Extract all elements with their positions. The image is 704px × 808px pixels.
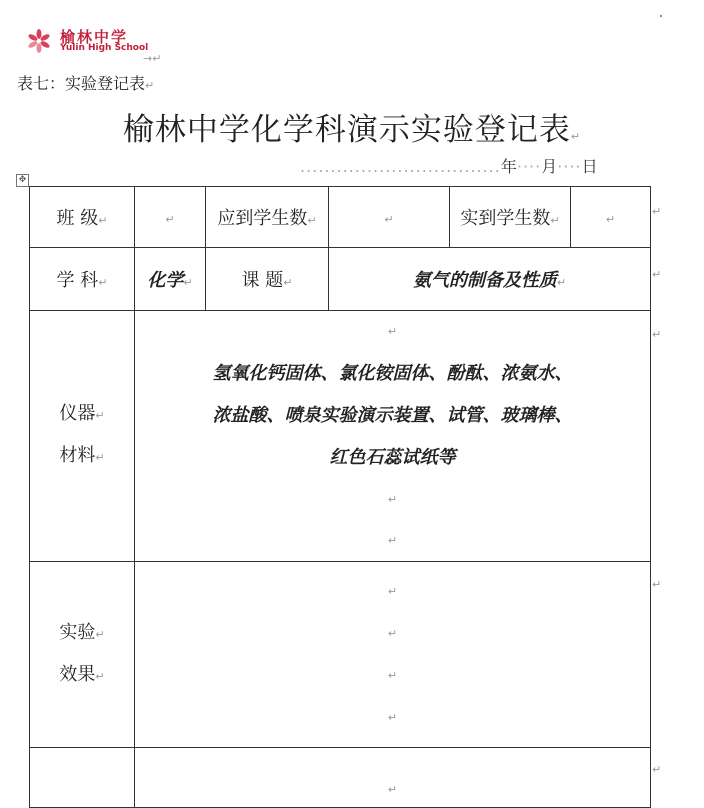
topic-label-cell: 课 题↵ <box>206 248 329 311</box>
table-row <box>30 748 651 808</box>
row-end-mark: ↵ <box>652 578 662 591</box>
materials-value-cell[interactable]: ↵ 氢氧化钙固体、氯化铵固体、酚酞、浓氨水、 浓盐酸、喷泉实验演示装置、试管、玻璃棒、 红色石蕊试纸等 ↵ ↵ <box>135 311 651 562</box>
logo-english-name: Yulin High School <box>60 43 149 53</box>
date-day: 日 <box>581 157 598 176</box>
row-end-mark: ↵ <box>652 205 662 218</box>
paragraph-mark: →↵ <box>143 52 162 65</box>
table-move-handle-icon[interactable]: ✥ <box>16 174 29 187</box>
row-end-mark: ↵ <box>652 328 662 341</box>
subject-label-cell: 学 科↵ <box>30 248 135 311</box>
table-caption: 表七：实验登记表↵ <box>17 74 155 93</box>
date-month: 月 <box>541 157 558 176</box>
table-row <box>30 248 651 311</box>
effect-label-cell: 实验↵ 效果↵ <box>30 562 135 748</box>
class-value-cell[interactable]: ↵ <box>135 187 206 248</box>
effect-value-cell[interactable]: ↵ ↵ ↵ ↵ <box>135 562 651 748</box>
flower-logo-icon <box>26 28 52 54</box>
empty-label-cell <box>30 748 135 808</box>
table-row <box>30 311 651 562</box>
topic-value-cell[interactable]: 氨气的制备及性质↵ <box>329 248 651 311</box>
materials-line-2: 浓盐酸、喷泉实验演示装置、试管、玻璃棒、 <box>212 405 573 426</box>
row-end-mark: ↵ <box>652 268 662 281</box>
materials-line-1: 氢氧化钙固体、氯化铵固体、酚酞、浓氨水、 <box>212 363 573 384</box>
expected-label-cell: 应到学生数↵ <box>206 187 329 248</box>
row-end-mark: ↵ <box>652 763 662 776</box>
actual-label-cell: 实到学生数↵ <box>450 187 571 248</box>
empty-value-cell[interactable]: ↵ <box>135 748 651 808</box>
registration-table <box>29 186 651 808</box>
expected-value-cell[interactable]: ↵ <box>329 187 450 248</box>
school-logo <box>26 26 149 56</box>
date-year: 年 <box>500 157 517 176</box>
subject-value-cell[interactable]: 化学↵ <box>135 248 206 311</box>
materials-label-cell: 仪器↵ 材料↵ <box>30 311 135 562</box>
table-row <box>30 187 651 248</box>
materials-line-3: 红色石蕊试纸等 <box>329 447 456 468</box>
date-line: .................................年····月····日 <box>300 157 598 176</box>
table-row <box>30 562 651 748</box>
class-label-cell: 班 级↵ <box>30 187 135 248</box>
margin-dot <box>660 15 662 17</box>
logo-chinese-name: 榆林中学 <box>60 28 129 46</box>
page-title: 榆林中学化学科演示实验登记表↵ <box>122 112 582 148</box>
actual-value-cell[interactable]: ↵ <box>571 187 651 248</box>
